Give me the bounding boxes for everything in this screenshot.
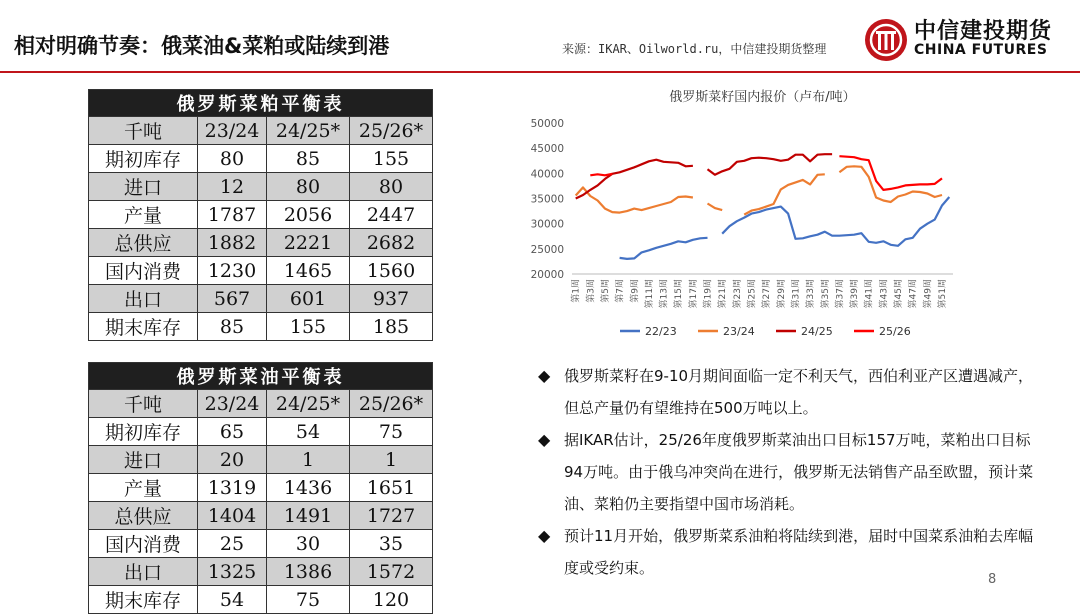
table-row [89, 502, 433, 530]
logo-text-cn: 中信建投期货 [914, 19, 1053, 44]
table-title-row [89, 90, 433, 117]
cell: 937 [350, 285, 433, 313]
cell: 12 [198, 173, 267, 201]
row-label: 期末库存 [89, 313, 198, 341]
cell: 1787 [198, 201, 267, 229]
y-tick-label: 25000 [530, 243, 564, 256]
cell: 1325 [198, 558, 267, 586]
cell: 54 [267, 418, 350, 446]
page-title: 相对明确节奏：俄菜油&菜粕或陆续到港 [14, 34, 390, 58]
bullet-item [536, 424, 1036, 520]
table-row [89, 586, 433, 614]
cell: 1572 [350, 558, 433, 586]
x-tick-label: 第43周 [879, 279, 890, 309]
header-cell: 23/24 [198, 390, 267, 418]
x-tick-label: 第13周 [659, 279, 670, 309]
cell: 54 [198, 586, 267, 614]
table-row [89, 446, 433, 474]
legend-label: 24/25 [801, 325, 833, 338]
cell: 80 [267, 173, 350, 201]
table-row [89, 145, 433, 173]
bullet-list [536, 360, 1036, 584]
cell: 2221 [267, 229, 350, 257]
china-futures-logo-icon [864, 16, 908, 64]
cell: 75 [350, 418, 433, 446]
row-label: 总供应 [89, 502, 198, 530]
cell: 1319 [198, 474, 267, 502]
x-tick-label: 第29周 [776, 279, 787, 309]
x-tick-label: 第45周 [894, 279, 905, 309]
table-row [89, 418, 433, 446]
cell: 20 [198, 446, 267, 474]
rapeseed-meal-balance-table [88, 89, 433, 341]
x-tick-label: 第3周 [586, 279, 597, 303]
x-tick-label: 第25周 [747, 279, 758, 309]
table-title: 俄罗斯菜粕平衡表 [89, 90, 433, 117]
row-label: 产量 [89, 474, 198, 502]
cell: 2447 [350, 201, 433, 229]
x-tick-label: 第5周 [600, 279, 611, 303]
legend-label: 25/26 [879, 325, 911, 338]
price-chart [520, 82, 970, 344]
cell: 1651 [350, 474, 433, 502]
row-label: 期末库存 [89, 586, 198, 614]
table-title-row [89, 363, 433, 390]
logo-text-en: CHINA FUTURES [914, 42, 1048, 58]
cell: 1 [350, 446, 433, 474]
diamond-bullet-icon: ◆ [538, 526, 551, 545]
x-tick-label: 第15周 [674, 279, 685, 309]
cell: 85 [198, 313, 267, 341]
table-row [89, 173, 433, 201]
x-tick-label: 第21周 [718, 279, 729, 309]
cell: 35 [350, 530, 433, 558]
table-row [89, 229, 433, 257]
row-label: 产量 [89, 201, 198, 229]
header-cell: 23/24 [198, 117, 267, 145]
cell: 120 [350, 586, 433, 614]
header-cell: 25/26* [350, 390, 433, 418]
y-tick-label: 35000 [530, 193, 564, 206]
header [0, 0, 1080, 72]
x-tick-label: 第27周 [762, 279, 773, 309]
table-header-row [89, 390, 433, 418]
bullet-text: 俄罗斯菜籽在9-10月期间面临一定不利天气，西伯利亚产区遭遇减产，但总产量仍有望维持在500万吨以上。 [564, 367, 1034, 417]
cell: 1491 [267, 502, 350, 530]
cell: 567 [198, 285, 267, 313]
cell: 80 [350, 173, 433, 201]
price-chart-svg [520, 82, 970, 344]
header-cell: 24/25* [267, 117, 350, 145]
table-title: 俄罗斯菜油平衡表 [89, 363, 433, 390]
x-tick-label: 第39周 [850, 279, 861, 309]
row-label: 总供应 [89, 229, 198, 257]
cell: 1230 [198, 257, 267, 285]
bullet-text: 预计11月开始，俄罗斯菜系油粕将陆续到港，届时中国菜系油粕去库幅度或受约束。 [564, 527, 1034, 577]
x-tick-label: 第33周 [806, 279, 817, 309]
cell: 601 [267, 285, 350, 313]
table-row [89, 257, 433, 285]
cell: 155 [350, 145, 433, 173]
bullet-item [536, 520, 1036, 584]
x-tick-label: 第17周 [688, 279, 699, 309]
cell: 1560 [350, 257, 433, 285]
bullet-item [536, 360, 1036, 424]
table-row [89, 201, 433, 229]
series-line-24-25 [576, 154, 832, 198]
table-row [89, 558, 433, 586]
bullet-text: 据IKAR估计，25/26年度俄罗斯菜油出口目标157万吨，菜粕出口目标94万吨。由于俄乌冲突尚在进行，俄罗斯无法销售产品至欧盟，预计菜油、菜粕仍主要指望中国市场消耗。 [564, 431, 1034, 513]
x-tick-label: 第19周 [703, 279, 714, 309]
x-tick-label: 第1周 [571, 279, 582, 303]
header-cell: 24/25* [267, 390, 350, 418]
logo [864, 14, 1074, 66]
row-label: 出口 [89, 285, 198, 313]
row-label: 出口 [89, 558, 198, 586]
cell: 25 [198, 530, 267, 558]
row-label: 国内消费 [89, 530, 198, 558]
y-tick-label: 50000 [530, 118, 564, 130]
cell: 1404 [198, 502, 267, 530]
cell: 2056 [267, 201, 350, 229]
x-tick-label: 第9周 [630, 279, 641, 303]
cell: 80 [198, 145, 267, 173]
y-tick-label: 45000 [530, 143, 564, 156]
cell: 75 [267, 586, 350, 614]
cell: 30 [267, 530, 350, 558]
header-cell: 千吨 [89, 117, 198, 145]
table-row [89, 313, 433, 341]
x-tick-label: 第41周 [864, 279, 875, 309]
legend-label: 23/24 [723, 325, 755, 338]
table-header-row [89, 117, 433, 145]
cell: 85 [267, 145, 350, 173]
x-tick-label: 第37周 [835, 279, 846, 309]
cell: 185 [350, 313, 433, 341]
table-row [89, 285, 433, 313]
y-tick-label: 30000 [530, 218, 564, 231]
header-cell: 25/26* [350, 117, 433, 145]
header-divider [0, 71, 1080, 73]
x-tick-label: 第49周 [923, 279, 934, 309]
row-label: 期初库存 [89, 418, 198, 446]
row-label: 期初库存 [89, 145, 198, 173]
cell: 1436 [267, 474, 350, 502]
rapeseed-oil-balance-table [88, 362, 433, 614]
cell: 2682 [350, 229, 433, 257]
x-tick-label: 第51周 [938, 279, 949, 309]
table-row [89, 530, 433, 558]
row-label: 进口 [89, 173, 198, 201]
cell: 1727 [350, 502, 433, 530]
x-tick-label: 第23周 [732, 279, 743, 309]
x-tick-label: 第7周 [615, 279, 626, 303]
cell: 1 [267, 446, 350, 474]
cell: 155 [267, 313, 350, 341]
legend-label: 22/23 [645, 325, 677, 338]
cell: 1386 [267, 558, 350, 586]
chart-title: 俄罗斯菜籽国内报价（卢布/吨） [669, 90, 856, 105]
table-row [89, 474, 433, 502]
x-tick-label: 第11周 [644, 279, 655, 309]
x-tick-label: 第35周 [820, 279, 831, 309]
page-number: 8 [988, 572, 997, 587]
diamond-bullet-icon: ◆ [538, 430, 551, 449]
header-cell: 千吨 [89, 390, 198, 418]
cell: 1882 [198, 229, 267, 257]
x-tick-label: 第31周 [791, 279, 802, 309]
row-label: 进口 [89, 446, 198, 474]
cell: 65 [198, 418, 267, 446]
y-tick-label: 20000 [530, 269, 564, 281]
source-note: 来源：IKAR、Oilworld.ru，中信建投期货整理 [562, 42, 827, 56]
series-line-22-23 [620, 197, 950, 259]
series-line-25-26 [590, 156, 942, 190]
row-label: 国内消费 [89, 257, 198, 285]
diamond-bullet-icon: ◆ [538, 366, 551, 385]
cell: 1465 [267, 257, 350, 285]
x-tick-label: 第47周 [908, 279, 919, 309]
y-tick-label: 40000 [530, 168, 564, 181]
